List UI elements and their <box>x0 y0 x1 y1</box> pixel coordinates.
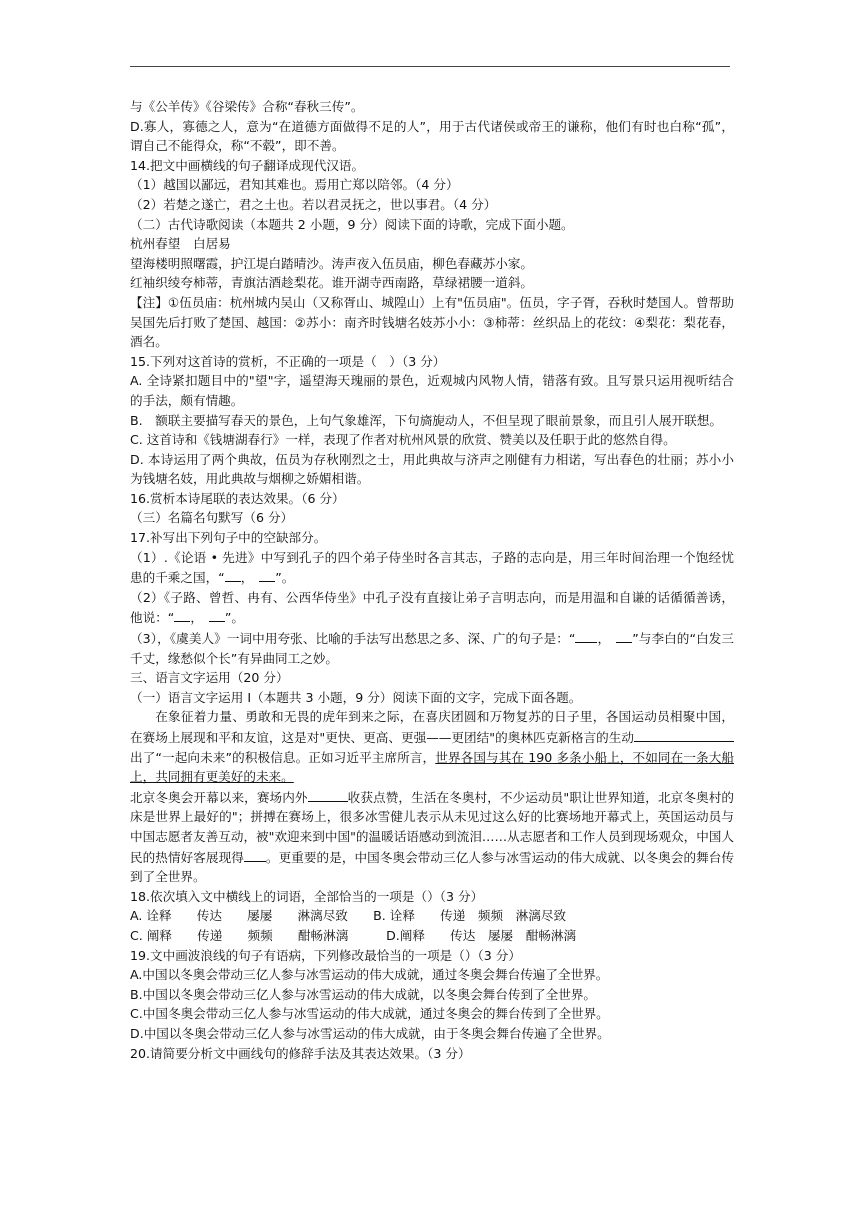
text: ， <box>190 610 203 626</box>
question-14-1: （1）越国以鄙远，君知其难也。焉用亡郑以陪邻。（4 分） <box>130 177 459 193</box>
question-15-option-b: B. 额联主要描写春天的景色，上句气象雄浑，下句旖旎动人，不但呈现了眼前景象，而且引人展开联想。 <box>130 412 722 428</box>
question-19-option-c: C.中国冬奥会带动三亿人参与冰雪运动的伟大成就，通过冬奥会的舞台传到了全世界。 <box>130 1006 609 1022</box>
text: 在象征着力量、勇敢和无畏的虎年到来之际，在喜庆团圆和万物复苏的日子里，各国运动员相聚中国，在赛场上展现和平和友谊，这是对"更快、更高、更强——更团结"的奥林匹克新格言的生动 <box>130 709 734 745</box>
text-line: 与《公羊传》《谷梁传》合称“春秋三传”。 <box>130 99 364 114</box>
question-19: 19.文中画波浪线的句子有语病，下列修改最恰当的一项是（）（3 分） <box>130 947 521 963</box>
question-19-option-d: D.中国以冬奥会带动三亿人参与冰雪运动的伟大成就，由于冬奥会舞台传遍了全世界。 <box>130 1025 610 1041</box>
text: ”与李白的“白发三千丈，缘愁似个长”有异曲同工之妙。 <box>130 631 734 666</box>
question-15-option-d: D. 本诗运用了两个典故，伍员为存秋刚烈之士，用此典故与济声之刚健有力相诺，写出春色的壮丽；苏小小为钱塘名妓，用此典故与烟柳之娇媚相谐。 <box>130 451 734 487</box>
poem-note: 【注】①伍员庙：杭州城内吴山（又称胥山、城隍山）上有"伍员庙"。伍员，字子胥，吞秋时楚国人。曾帮助吴国先后打败了楚国、越国：②苏小：南齐时钱塘名妓苏小小：③柿蒂：丝织品上的花纹：④梨花：梨花春，酒名。 <box>130 294 734 350</box>
text: ”。 <box>275 570 295 586</box>
text: （1）.《论语 • 先进》中写到孔子的四个弟子侍坐时各言其志，子路的志向是，用三年时间治理一个饱经忧患的千乘之国，“ <box>130 549 734 586</box>
question-15-option-a: A. 全诗紧扣题目中的"望"字，遥望海天瑰丽的景色，近观城内风物人情，错落有致。且写景只运用视听结合的手法，颇有情趣。 <box>130 373 734 408</box>
fill-blank[interactable] <box>634 727 734 742</box>
question-19-option-b: B.中国以冬奥会带动三亿人参与冰雪运动的伟大成就，以冬奥会舞台传到了全世界。 <box>130 986 597 1002</box>
text: （2）《子路、曾哲、冉有、公西华侍坐》中孔子没有直接让弟子言明志向，而是用温和自谦的话循循善诱，他说：“ <box>130 589 734 626</box>
question-18-options-cd: C. 阐释 传递 频频 酣畅淋漓 D.阐释 传达 屡屡 酣畅淋漓 <box>130 927 577 943</box>
question-17: 17.补写出下列句子中的空缺部分。 <box>130 530 327 546</box>
text: ， <box>597 631 611 647</box>
poem-line: 望海楼明照曙霞，护江堤白踏晴沙。涛声夜入伍员庙，柳色春藏苏小家。 <box>130 255 533 271</box>
passage-paragraph <box>130 707 734 786</box>
text: （3），《虞美人》一词中用夸张、比喻的手法写出愁思之多、深、广的句子是：“ <box>130 631 576 647</box>
text: ， <box>240 570 254 586</box>
fill-blank[interactable] <box>225 567 241 582</box>
fill-blank[interactable] <box>308 787 348 802</box>
part-language-use: 三、语言文字运用（20 分） <box>130 670 289 686</box>
text: 出了“一起向未来”的积极信息。正如习近平主席所言， <box>130 749 436 765</box>
question-14-2: （2）若楚之遂亡，君之土也。若以君灵抚之，世以事君。（4 分） <box>130 196 497 212</box>
fill-blank[interactable] <box>209 607 225 622</box>
fill-blank[interactable] <box>244 847 266 862</box>
fill-blank[interactable] <box>575 628 597 643</box>
text: 收获点赞，生活在冬奥村，不少运动员"职让世界知道，北京冬奥村的床是世界上最好的"；拼搏在赛场上，很多冰雪健儿表示从未见过这么好的比赛场地开幕式上，英国运动员与中国志愿者友善互动，被"欢迎来到中国"的温暖话语感动到流泪……从志愿者和工作人员到现场观众，中国人民的热情好客展现得 <box>130 789 735 865</box>
poem-line: 红袖织绫夸柿蒂，青旗沽酒趁梨花。谁开湖寺西南路，草绿裙腰一道斜。 <box>130 275 533 291</box>
fill-blank[interactable] <box>174 607 190 622</box>
question-15: 15.下列对这首诗的赏析，不正确的一项是（ ）（3 分） <box>130 353 446 369</box>
text: 北京冬奥会开幕以来，赛场内外 <box>130 789 308 805</box>
question-17-3 <box>130 628 734 668</box>
question-17-1 <box>130 548 734 588</box>
question-18: 18.依次填入文中横线上的词语，全部恰当的一项是（）（3 分） <box>130 888 484 904</box>
document-body <box>130 97 734 1063</box>
question-18-options-ab: A. 诠释 传达 屡屡 淋漓尽致 B. 诠释 传递 频频 淋漓尽致 <box>130 908 567 924</box>
underlined-sentence: 世界各国与其在 190 多条小船上，不如同在一条大船上，共同拥有更美好的未来。 <box>130 749 734 785</box>
question-15-option-c: C. 这首诗和《钱塘湖春行》一样，表现了作者对杭州风景的欣赏、赞美以及任职于此的悠然自得。 <box>130 432 676 448</box>
option-d-note: D.寡人，寡德之人，意为“在道德方面做得不足的人”，用于古代诸侯或帝王的谦称，他们有时也白称“孤”，谓自己不能得众，称“不毂”，即不善。 <box>130 118 734 154</box>
fill-blank[interactable] <box>616 628 632 643</box>
section-poetry: （二）古代诗歌阅读（本题共 2 小题，9 分）阅读下面的诗歌，完成下面小题。 <box>130 216 574 232</box>
section-recitation: （三）名篇名句默写（6 分） <box>130 510 294 526</box>
question-17-2 <box>130 588 734 628</box>
subsection-language-1: （一）语言文字运用 I（本题共 3 小题，9 分）阅读下面的文字，完成下面各题。 <box>130 689 582 705</box>
text: ”。 <box>224 610 245 626</box>
passage-paragraph <box>130 787 734 887</box>
header-rule <box>130 66 730 67</box>
text: 。更重要的是，中国冬奥会带动三亿人参与冰雪运动的伟大成就、以冬奥会的舞台传到了全世界。 <box>130 849 735 885</box>
fill-blank[interactable] <box>259 567 275 582</box>
question-16: 16.赏析本诗尾联的表达效果。（6 分） <box>130 490 345 506</box>
poem-title: 杭州春望 白居易 <box>130 236 231 252</box>
question-19-option-a: A.中国以冬奥会带动三亿人参与冰雪运动的伟大成就，通过冬奥会舞台传遍了全世界。 <box>130 967 609 983</box>
question-14: 14.把文中画横线的句子翻译成现代汉语。 <box>130 157 365 173</box>
question-20: 20.请简要分析文中画线句的修辞手法及其表达效果。（3 分） <box>130 1045 471 1061</box>
